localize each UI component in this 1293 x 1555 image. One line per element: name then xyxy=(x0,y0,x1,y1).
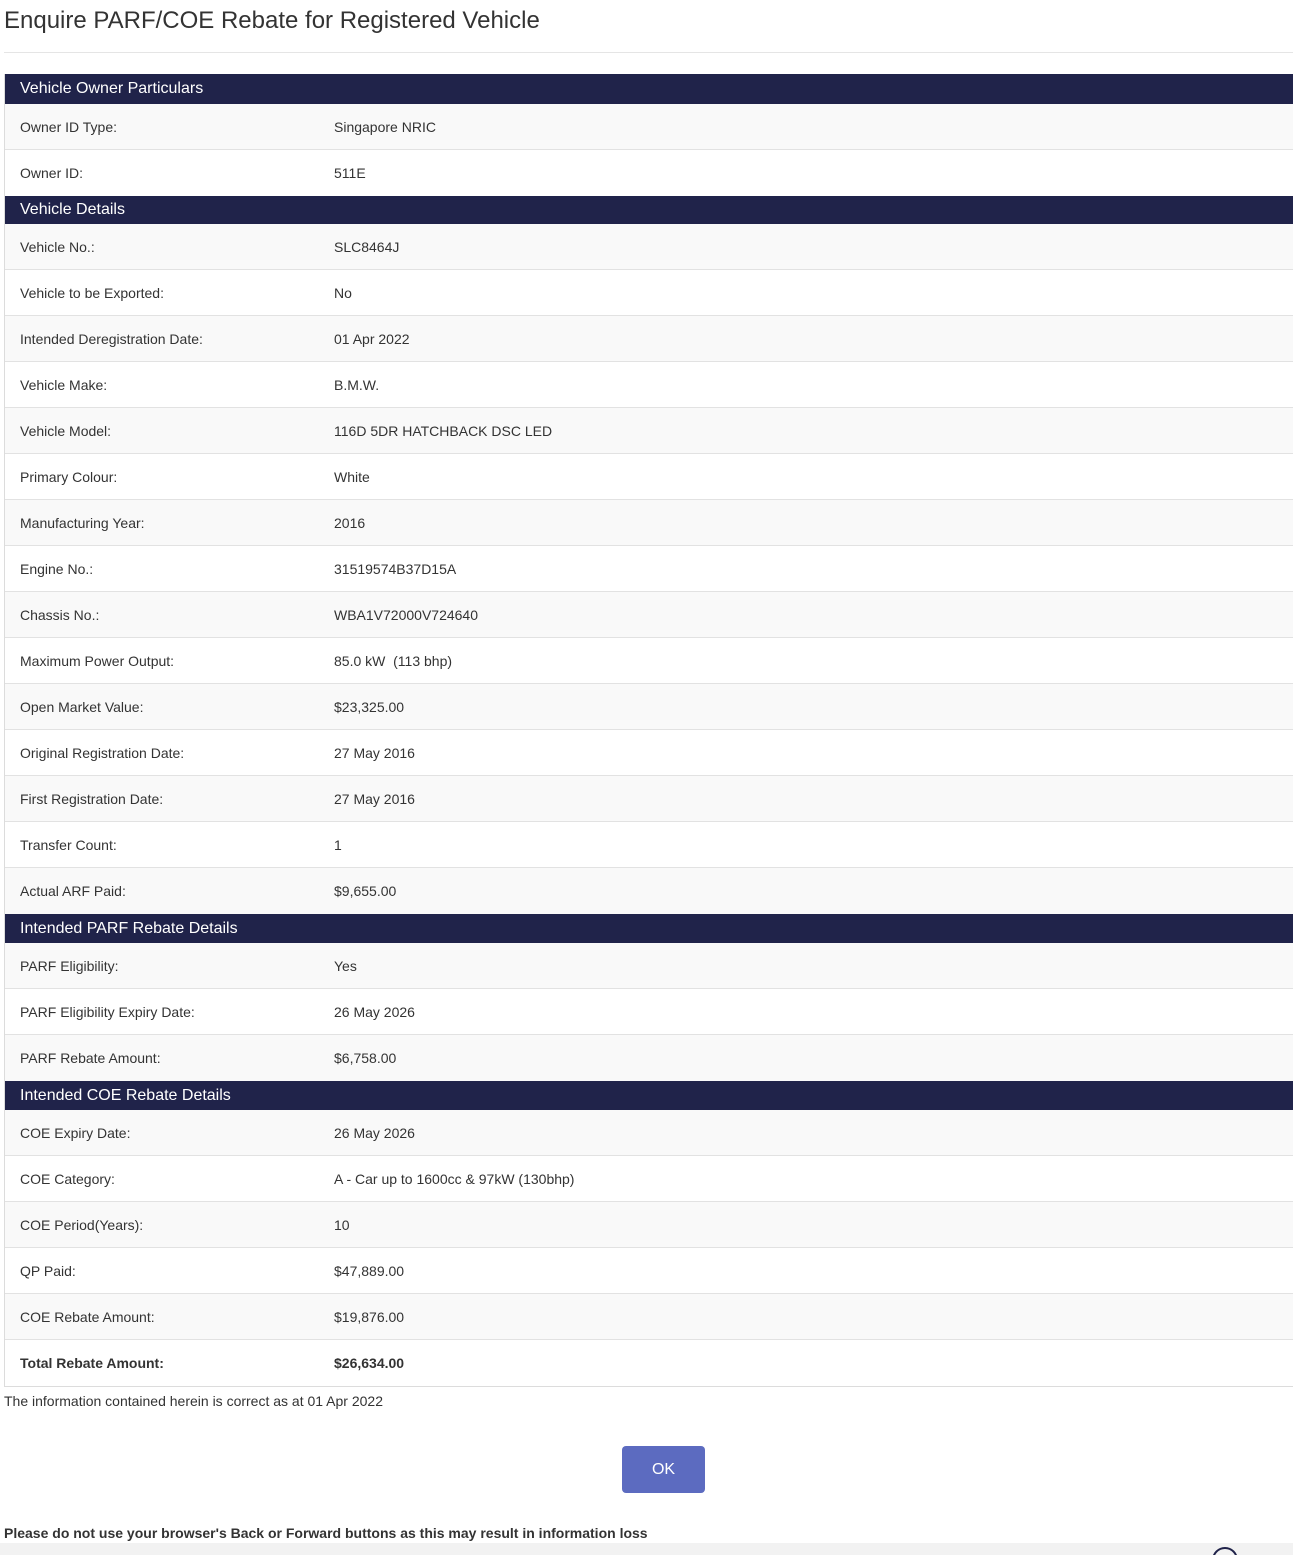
row-value: 26 May 2026 xyxy=(334,1003,415,1020)
row-value: Yes xyxy=(334,957,357,974)
row-label: Vehicle to be Exported: xyxy=(20,284,164,301)
detail-row-first-reg-date xyxy=(5,776,1293,822)
row-label: Engine No.: xyxy=(20,560,94,577)
navigation-warning: Please do not use your browser's Back or Forward buttons as this may result in information loss xyxy=(4,1525,648,1541)
row-value: $9,655.00 xyxy=(334,883,397,899)
section-header-parf: Intended PARF Rebate Details xyxy=(5,914,1293,943)
page-title: Enquire PARF/COE Rebate for Registered Vehicle xyxy=(4,7,540,34)
row-value: $19,876.00 xyxy=(334,1308,405,1325)
row-value: 31519574B37D15A xyxy=(334,560,457,577)
row-label: Chassis No.: xyxy=(20,606,100,623)
row-label: Vehicle No.: xyxy=(20,238,95,255)
detail-row-qp-paid xyxy=(5,1248,1293,1294)
row-value: 2016 xyxy=(334,514,366,531)
row-label: PARF Rebate Amount: xyxy=(20,1050,161,1066)
rebate-details-table xyxy=(4,74,1293,1387)
section-header-coe: Intended COE Rebate Details xyxy=(5,1081,1293,1110)
row-label: First Registration Date: xyxy=(20,790,164,807)
row-label: Maximum Power Output: xyxy=(20,652,175,669)
row-label: COE Period(Years): xyxy=(20,1216,144,1233)
row-label: Owner ID: xyxy=(20,165,84,181)
row-label: COE Expiry Date: xyxy=(20,1124,131,1141)
row-value: B.M.W. xyxy=(334,376,380,393)
detail-row-manufacturing-year xyxy=(5,500,1293,546)
row-value: 01 Apr 2022 xyxy=(334,330,410,347)
detail-row-parf-rebate xyxy=(5,1035,1293,1081)
row-value: $6,758.00 xyxy=(334,1050,397,1066)
detail-row-owner-id xyxy=(5,150,1293,196)
row-value: 27 May 2016 xyxy=(334,744,415,761)
detail-row-vehicle-make xyxy=(5,362,1293,408)
row-label: Manufacturing Year: xyxy=(20,514,145,531)
row-label: Vehicle Model: xyxy=(20,422,112,439)
row-value: No xyxy=(334,284,352,301)
footer-bar xyxy=(0,1543,1293,1555)
detail-row-vehicle-no xyxy=(5,224,1293,270)
row-label: QP Paid: xyxy=(20,1262,76,1279)
row-value: $47,889.00 xyxy=(334,1262,405,1279)
detail-row-primary-colour xyxy=(5,454,1293,500)
detail-row-transfer-count xyxy=(5,822,1293,868)
row-label: Intended Deregistration Date: xyxy=(20,330,203,347)
row-label: Total Rebate Amount: xyxy=(20,1355,164,1371)
row-value: A - Car up to 1600cc & 97kW (130bhp) xyxy=(334,1170,575,1187)
row-label: PARF Eligibility: xyxy=(20,957,119,974)
detail-row-engine-no xyxy=(5,546,1293,592)
row-value: 1 xyxy=(334,836,342,853)
row-label: Original Registration Date: xyxy=(20,744,185,761)
row-value: 511E xyxy=(334,165,366,181)
row-label: Owner ID Type: xyxy=(20,118,118,135)
detail-row-omv xyxy=(5,684,1293,730)
detail-row-dereg-date xyxy=(5,316,1293,362)
detail-row-parf-eligibility xyxy=(5,943,1293,989)
detail-row-coe-period xyxy=(5,1202,1293,1248)
row-label: Open Market Value: xyxy=(20,698,144,715)
row-value: 116D 5DR HATCHBACK DSC LED xyxy=(334,422,553,439)
detail-row-vehicle-model xyxy=(5,408,1293,454)
detail-row-max-power xyxy=(5,638,1293,684)
row-label: Primary Colour: xyxy=(20,468,118,485)
row-label: Transfer Count: xyxy=(20,836,117,853)
row-value: $23,325.00 xyxy=(334,698,405,715)
detail-row-total-rebate xyxy=(5,1340,1293,1386)
detail-row-arf-paid xyxy=(5,868,1293,914)
information-footnote: The information contained herein is correct as at 01 Apr 2022 xyxy=(4,1393,383,1409)
detail-row-coe-expiry xyxy=(5,1110,1293,1156)
section-header-vehicle: Vehicle Details xyxy=(5,196,1293,224)
detail-row-parf-expiry xyxy=(5,989,1293,1035)
row-value: $26,634.00 xyxy=(334,1355,405,1371)
row-value: 85.0 kW (113 bhp) xyxy=(334,652,453,669)
title-divider xyxy=(4,52,1293,53)
row-label: Vehicle Make: xyxy=(20,376,108,393)
detail-row-chassis-no xyxy=(5,592,1293,638)
ok-button[interactable]: OK xyxy=(622,1446,705,1493)
row-value: 10 xyxy=(334,1216,350,1233)
detail-row-coe-rebate xyxy=(5,1294,1293,1340)
row-value: 27 May 2016 xyxy=(334,790,415,807)
detail-row-original-reg-date xyxy=(5,730,1293,776)
section-header-owner: Vehicle Owner Particulars xyxy=(5,74,1293,104)
row-value: 26 May 2026 xyxy=(334,1124,415,1141)
row-label: COE Rebate Amount: xyxy=(20,1308,155,1325)
detail-row-owner-id-type xyxy=(5,104,1293,150)
row-value: WBA1V72000V724640 xyxy=(334,606,478,623)
detail-row-vehicle-export xyxy=(5,270,1293,316)
detail-row-coe-category xyxy=(5,1156,1293,1202)
row-label: COE Category: xyxy=(20,1170,115,1187)
row-label: PARF Eligibility Expiry Date: xyxy=(20,1003,195,1020)
row-value: SLC8464J xyxy=(334,238,400,255)
row-value: Singapore NRIC xyxy=(334,118,436,135)
row-label: Actual ARF Paid: xyxy=(20,883,126,899)
row-value: White xyxy=(334,468,370,485)
help-chat-icon[interactable] xyxy=(1212,1547,1238,1555)
